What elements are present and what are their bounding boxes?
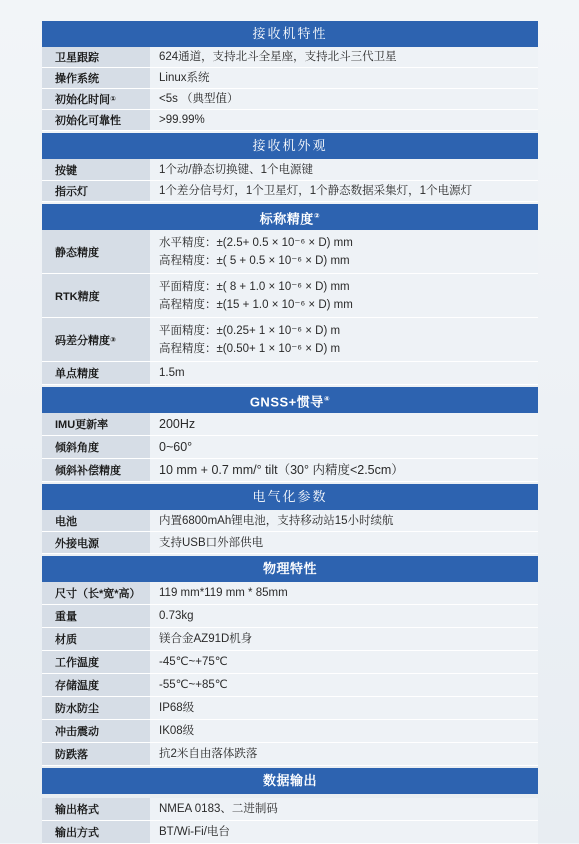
- spec-label: 倾斜补偿精度: [42, 459, 150, 481]
- spec-row: [42, 159, 538, 181]
- spec-value: [150, 582, 538, 604]
- spec-row: [42, 110, 538, 131]
- spec-label: 重量: [42, 605, 150, 627]
- spec-value: [150, 413, 538, 435]
- spec-value: [150, 230, 538, 273]
- spec-value: [150, 798, 538, 820]
- spec-row: [42, 605, 538, 628]
- spec-row: [42, 362, 538, 385]
- section-header-receiver-appearance: 接收机外观: [42, 133, 538, 159]
- spec-label: 防水防尘: [42, 697, 150, 719]
- spec-value-line: 平面精度：±( 8 + 1.0 × 10⁻⁶ × D) mm: [159, 280, 350, 293]
- spec-value: [150, 47, 538, 67]
- spec-row: [42, 628, 538, 651]
- section-title: GNSS+惯导: [249, 394, 324, 410]
- spec-value-text: 1个动/静态切换键、1个电源键: [159, 163, 313, 176]
- spec-value-text: 0.73kg: [159, 610, 194, 622]
- section-header-electrical: 电气化参数: [42, 484, 538, 510]
- spec-row: [42, 413, 538, 436]
- spec-row: [42, 697, 538, 720]
- spec-label: IMU更新率: [42, 413, 150, 435]
- spec-value: [150, 181, 538, 201]
- spec-label: 尺寸（长*宽*高）: [42, 582, 150, 604]
- spec-label: 初始化可靠性: [42, 110, 150, 130]
- section-header-receiver-features: 接收机特性: [42, 21, 538, 47]
- section-title: 标称精度: [259, 211, 314, 227]
- spec-value: [150, 628, 538, 650]
- spec-value-text: 内置6800mAh锂电池，支持移动站15小时续航: [159, 514, 394, 527]
- spec-value-text: 624通道，支持北斗全星座，支持北斗三代卫星: [159, 51, 397, 63]
- spec-value: [150, 159, 538, 180]
- spec-value-text: -55℃~+85℃: [159, 679, 228, 691]
- spec-value-text: 119 mm*119 mm * 85mm: [159, 587, 288, 599]
- spec-value-text: 1.5m: [159, 367, 185, 379]
- spec-value: [150, 362, 538, 384]
- section-header-data-output: 数据输出: [42, 768, 538, 794]
- footnote-marker: ④: [323, 396, 331, 403]
- spec-value-text: IK08级: [159, 725, 195, 737]
- spec-label: 外接电源: [42, 532, 150, 553]
- spec-value: [150, 651, 538, 673]
- spec-row: [42, 47, 538, 68]
- spec-label: 输出方式: [42, 821, 150, 843]
- spec-row: [42, 532, 538, 554]
- spec-label: RTK精度: [42, 274, 150, 317]
- spec-value-line: 高程精度：±( 5 + 0.5 × 10⁻⁶ × D) mm: [159, 254, 350, 267]
- spec-label: [42, 89, 150, 109]
- spec-label: 防跌落: [42, 743, 150, 765]
- spec-row: [42, 743, 538, 766]
- spec-sheet: [42, 19, 538, 844]
- spec-label: 按键: [42, 159, 150, 180]
- spec-value-text: IP68级: [159, 702, 195, 714]
- spec-row: [42, 230, 538, 274]
- section-header-gnss-ins: [42, 387, 538, 413]
- spec-value-text: 10 mm + 0.7 mm/° tilt（30° 内精度<2.5cm）: [159, 463, 404, 477]
- spec-value: [150, 110, 538, 130]
- spec-row: [42, 181, 538, 202]
- spec-row: [42, 674, 538, 697]
- spec-row: [42, 274, 538, 318]
- section-header-nominal-accuracy: [42, 204, 538, 230]
- spec-row: [42, 651, 538, 674]
- spec-value: [150, 89, 538, 109]
- spec-label: 静态精度: [42, 230, 150, 273]
- spec-value: [150, 743, 538, 765]
- spec-row: [42, 459, 538, 482]
- spec-row: [42, 582, 538, 605]
- spec-label-text: 码差分精度: [55, 334, 110, 347]
- spec-value-text: 镁合金AZ91D机身: [159, 633, 253, 645]
- spec-value-line: 高程精度：±(0.50+ 1 × 10⁻⁶ × D) m: [159, 342, 341, 355]
- spec-value: [150, 68, 538, 88]
- spec-value-text: 200Hz: [159, 417, 196, 431]
- spec-label: 输出格式: [42, 798, 150, 820]
- spec-label-text: 初始化时间: [55, 94, 110, 106]
- spec-value-text: 0~60°: [159, 440, 193, 454]
- spec-label: 单点精度: [42, 362, 150, 384]
- spec-label: 工作温度: [42, 651, 150, 673]
- spec-value: [150, 605, 538, 627]
- spec-value-text: Linux系统: [159, 72, 210, 84]
- spec-value: [150, 697, 538, 719]
- spec-value: [150, 720, 538, 742]
- spec-value-text: 支持USB口外部供电: [159, 536, 264, 549]
- footnote-marker: ③: [110, 336, 116, 344]
- spec-value-text: >99.99%: [159, 114, 205, 126]
- spec-row: [42, 318, 538, 362]
- spec-row: [42, 436, 538, 459]
- spec-value: [150, 674, 538, 696]
- spec-value-line: 水平精度：±(2.5+ 0.5 × 10⁻⁶ × D) mm: [159, 236, 353, 249]
- spec-value-text: BT/Wi-Fi/电台: [159, 826, 230, 838]
- spec-label: 指示灯: [42, 181, 150, 201]
- spec-label: 材质: [42, 628, 150, 650]
- spec-row: [42, 510, 538, 532]
- spec-value: [150, 459, 538, 481]
- spec-value: [150, 532, 538, 553]
- spec-label: [42, 318, 150, 361]
- spec-value-text: -45℃~+75℃: [159, 656, 228, 668]
- spec-label: 卫星跟踪: [42, 47, 150, 67]
- spec-row: [42, 821, 538, 844]
- section-header-physical: 物理特性: [42, 556, 538, 582]
- footnote-marker: ②: [313, 213, 321, 220]
- spec-row: [42, 89, 538, 110]
- spec-row: [42, 798, 538, 821]
- spec-value-text: NMEA 0183、二进制码: [159, 803, 278, 815]
- spec-value: [150, 821, 538, 843]
- spec-value-line: 高程精度：±(15 + 1.0 × 10⁻⁶ × D) mm: [159, 298, 353, 311]
- spec-value: [150, 318, 538, 361]
- spec-label: 存储温度: [42, 674, 150, 696]
- spec-row: [42, 720, 538, 743]
- spec-value: [150, 274, 538, 317]
- spec-value-line: 平面精度：±(0.25+ 1 × 10⁻⁶ × D) m: [159, 324, 341, 337]
- spec-label: 操作系统: [42, 68, 150, 88]
- spec-value: [150, 436, 538, 458]
- spec-value: [150, 510, 538, 531]
- spec-label: 冲击震动: [42, 720, 150, 742]
- spec-row: [42, 68, 538, 89]
- spec-value-text: <5s （典型值）: [159, 93, 239, 105]
- footnote-marker: ①: [110, 96, 116, 103]
- spec-value-text: 抗2米自由落体跌落: [159, 748, 258, 760]
- spec-label: 电池: [42, 510, 150, 531]
- spec-value-text: 1个差分信号灯，1个卫星灯，1个静态数据采集灯，1个电源灯: [159, 185, 473, 197]
- spec-label: 倾斜角度: [42, 436, 150, 458]
